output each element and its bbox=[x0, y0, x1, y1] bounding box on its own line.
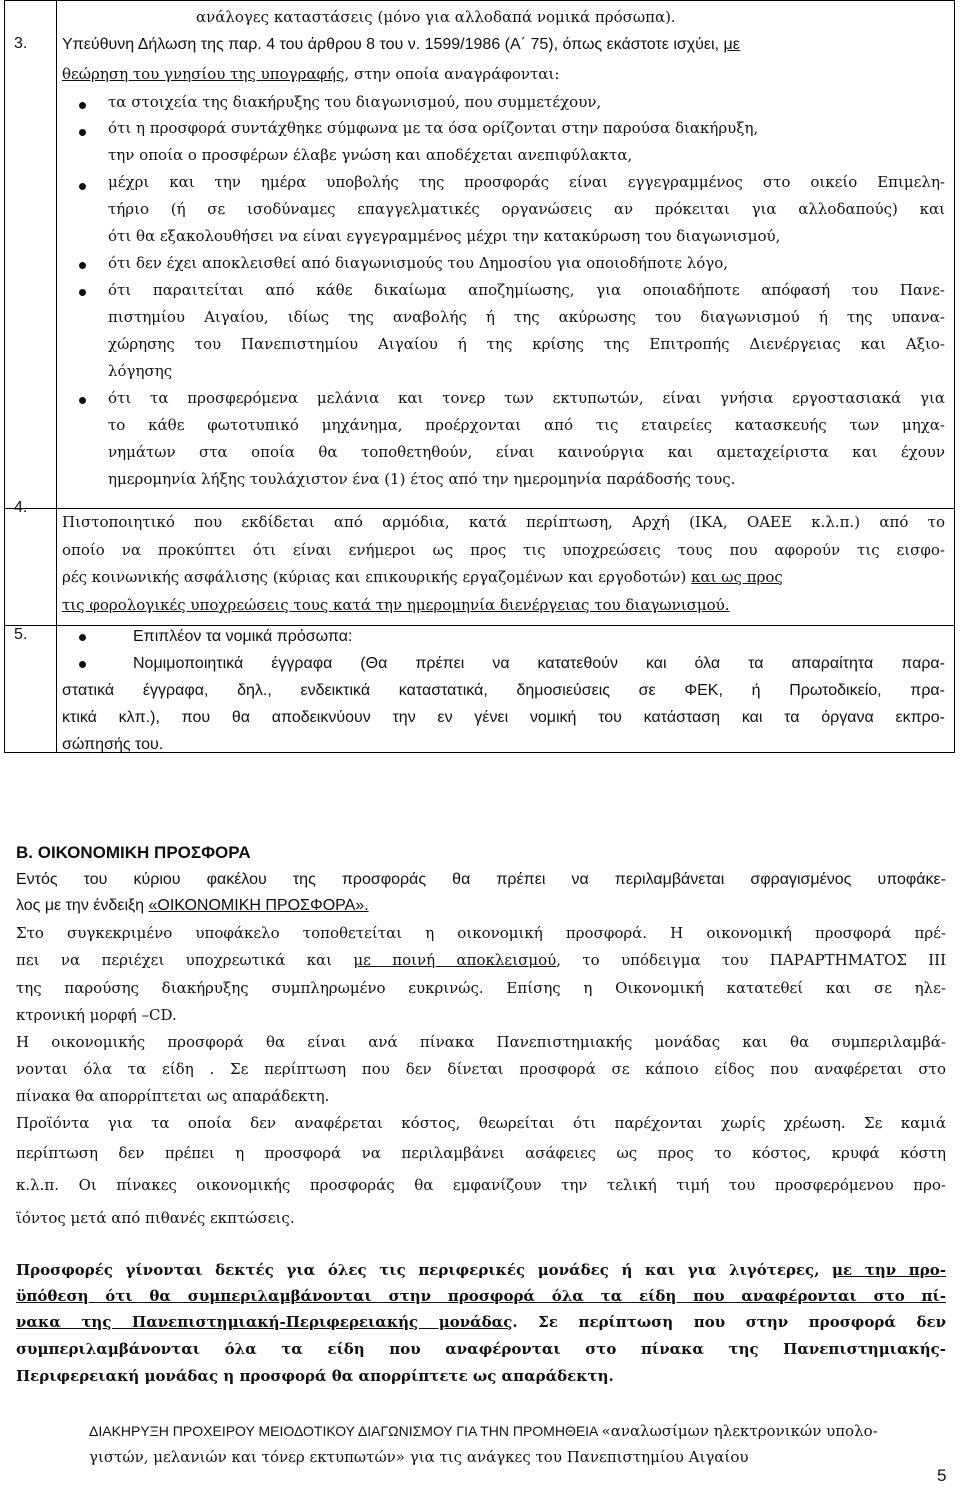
item-5-line: σώπησής του. bbox=[62, 736, 164, 753]
item-3-intro-line2: θεώρηση του γνησίου της υπογραφής, στην οποία αναγράφονται: bbox=[62, 65, 560, 83]
bullet-icon bbox=[79, 262, 86, 269]
item-5-line: στατικά έγγραφα, δηλ., ενδεικτικά καταστατικά, δημοσιεύσεις σε ΦΕΚ, ή Πρωτοδικείο, πρα- bbox=[62, 682, 945, 699]
bullet-line: ότι δεν έχει αποκλεισθεί από διαγωνισμούς του Δημοσίου για οποιοδήποτε λόγο, bbox=[108, 254, 728, 272]
bold-paragraph-line: ϋπόθεση ότι θα συμπεριλαμβάνονται στην προσφορά όλα τα είδη που αναφέρονται στο πί- bbox=[16, 1287, 946, 1305]
bullet-icon bbox=[79, 397, 86, 404]
bold-paragraph-line: Περιφερειακή μονάδας η προσφορά θα απορρίπτετε ως απαράδεκτη. bbox=[16, 1367, 614, 1385]
paragraph-line: πίνακα θα απορρίπτεται ως απαράδεκτη. bbox=[16, 1087, 330, 1105]
bullet-icon bbox=[79, 129, 86, 136]
item-4-line: τις φορολογικές υποχρεώσεις τους κατά την ημερομηνία διενέργειας του διαγωνισμού. bbox=[62, 596, 730, 614]
bullet-line: ότι η προσφορά συντάχθηκε σύμφωνα με τα όσα ορίζονται στην παρούσα διακήρυξη, bbox=[108, 119, 759, 137]
bullet-line: ότι παραιτείται από κάθε δικαίωμα αποζημίωσης, για οποιαδήποτε απόφασή του Πανε- bbox=[108, 281, 945, 299]
item-3-number: 3. bbox=[14, 35, 28, 52]
paragraph-line: Στο συγκεκριμένο υποφάκελο τοποθετείται η οικονομική προσφορά. Η οικονομική προσφορά πρέ- bbox=[16, 924, 946, 942]
bullet-icon bbox=[79, 183, 86, 190]
paragraph-line: κτρονική μορφή –CD. bbox=[16, 1006, 177, 1024]
paragraph-line: περίπτωση δεν πρέπει η προσφορά να περιλαμβάνει ασάφειες ως προς το κόστος, κρυφά κόστη bbox=[16, 1144, 946, 1162]
paragraph-line: Η οικονομικής προσφορά θα είναι ανά πίνακα Πανεπιστημιακής μονάδας και θα συμπεριλαμβά- bbox=[16, 1033, 946, 1051]
bullet-line: ημερομηνία λήξης τουλάχιστον ένα (1) έτος από την ημερομηνία παράδοσής τους. bbox=[108, 470, 736, 488]
bullet-line: μέχρι και την ημέρα υποβολής της προσφοράς είναι εγγεγραμμένος στο οικείο Επιμελη- bbox=[108, 173, 945, 191]
bullet-line: χώρησης του Πανεπιστημίου Αιγαίου ή της κρίσης της Επιτροπής Διενέργειας και Αξιο- bbox=[108, 335, 945, 353]
section-b-title: Β. ΟΙΚΟΝΟΜΙΚΗ ΠΡΟΣΦΟΡΑ bbox=[16, 843, 251, 862]
paragraph-line: πει να περιέχει υποχρεωτικά και με ποινή αποκλεισμού, το υπόδειγμα του ΠΑΡΑΡΤΗΜΑΤΟΣ ΙΙΙ bbox=[16, 951, 946, 969]
bullet-line: νημάτων στα οποία θα τοποθετηθούν, είναι καινούργια και αμεταχείριστα και έχουν bbox=[108, 443, 945, 461]
bullet-line: ότι θα εξακολουθήσει να είναι εγγεγραμμένος μέχρι την κατακύρωση του διαγωνισμού, bbox=[108, 227, 781, 245]
page-number: 5 bbox=[937, 1466, 947, 1485]
bold-paragraph-line: Προσφορές γίνονται δεκτές για όλες τις περιφερικές μονάδες ή και για λιγότερες, με την προ- bbox=[16, 1261, 946, 1279]
footer-line: γιστών, μελανιών και τόνερ εκτυπωτών» για τις ανάγκες του Πανεπιστημίου Αιγαίου bbox=[89, 1448, 749, 1466]
bullet-icon bbox=[79, 634, 86, 641]
item-5-heading: Επιπλέον τα νομικά πρόσωπα: bbox=[133, 628, 353, 645]
paragraph-line: λος με την ένδειξη «ΟΙΚΟΝΟΜΙΚΗ ΠΡΟΣΦΟΡΑ». bbox=[16, 897, 369, 914]
item-4-line: οποίο να προκύπτει ότι είναι ενήμεροι ως προς τις υποχρεώσεις τους που αφορούν τις εισφο- bbox=[62, 541, 945, 559]
paragraph-line: ϊόντος μετά από πιθανές εκπτώσεις. bbox=[16, 1209, 295, 1227]
item-4-number: 4. bbox=[14, 499, 28, 516]
bullet-line: πιστημίου Αιγαίου, ιδίως της αναβολής ή της ακύρωσης του διαγωνισμού ή της υπανα- bbox=[108, 308, 945, 326]
paragraph-line: νονται όλα τα είδη . Σε περίπτωση που δεν δίνεται προσφορά σε κάποιο είδος που αναφέρεται στο bbox=[16, 1060, 946, 1078]
previous-item-continuation: ανάλογες καταστάσεις (μόνο για αλλοδαπά νομικά πρόσωπα). bbox=[196, 8, 676, 26]
bullet-line: λόγησης bbox=[108, 362, 173, 380]
bullet-line: το κάθε φωτοτυπικό μηχάνημα, προέρχονται από τις εταιρείες κατασκευής των μηχα- bbox=[108, 416, 945, 434]
bullet-line: την οποία ο προσφέρων έλαβε γνώση και αποδέχεται ανεπιφύλακτα, bbox=[108, 146, 633, 164]
bold-paragraph-line: συμπεριλαμβάνονται όλα τα είδη που αναφέρονται στο πίνακα της Πανεπιστημιακής- bbox=[16, 1340, 946, 1358]
bold-paragraph-line: νακα της Πανεπιστημιακή-Περιφερειακής μονάδας. Σε περίπτωση που στην προσφορά δεν bbox=[16, 1313, 946, 1331]
item-5-number: 5. bbox=[14, 626, 28, 643]
bullet-icon bbox=[79, 661, 86, 668]
bullet-line: τήριο (ή σε ισοδύναμες επαγγελματικές οργανώσεις αν πρόκειται για αλλοδαπούς) και bbox=[108, 200, 945, 218]
paragraph-line: κ.λ.π. Οι πίνακες οικονομικής προσφοράς θα εμφανίζουν την τελική τιμή του προσφερόμενου προ- bbox=[16, 1176, 946, 1194]
item-3-intro-line1: Υπεύθυνη Δήλωση της παρ. 4 του άρθρου 8 του ν. 1599/1986 (Α΄ 75), όπως εκάστοτε ισχύει, με bbox=[62, 36, 740, 53]
footer-line: ΔΙΑΚΗΡΥΞΗ ΠΡΟΧΕΙΡΟΥ ΜΕΙΟΔΟΤΙΚΟΥ ΔΙΑΓΩΝΙΣΜΟΥ ΓΙΑ ΤΗΝ ΠΡΟΜΗΘΕΙΑ «αναλωσίμων ηλεκτρονικών υπολο- bbox=[89, 1422, 878, 1440]
bullet-line: ότι τα προσφερόμενα μελάνια και τονερ των εκτυπωτών, είναι γνήσια εργοστασιακά για bbox=[108, 389, 945, 407]
bullet-line: τα στοιχεία της διακήρυξης του διαγωνισμού, που συμμετέχουν, bbox=[108, 93, 602, 111]
paragraph-line: της παρούσης διακήρυξης συμπληρωμένο ευκρινώς. Επίσης η Οικονομική κατατεθεί και σε ηλε- bbox=[16, 979, 946, 997]
bullet-icon bbox=[79, 102, 86, 109]
item-5-line: Νομιμοποιητικά έγγραφα (Θα πρέπει να κατατεθούν και όλα τα απαραίτητα παρα- bbox=[133, 655, 945, 672]
paragraph-line: Εντός του κύριου φακέλου της προσφοράς θα πρέπει να περιλαμβάνεται σφραγισμένος υποφάκε- bbox=[16, 871, 946, 888]
bullet-icon bbox=[79, 289, 86, 296]
item-4-line: Πιστοποιητικό που εκδίδεται από αρμόδια, κατά περίπτωση, Αρχή (ΙΚΑ, ΟΑΕΕ κ.λ.π.) από το bbox=[62, 513, 945, 531]
item-4-line: ρές κοινωνικής ασφάλισης (κύριας και επικουρικής εργαζομένων και εργοδοτών) και ως προς bbox=[62, 568, 783, 586]
paragraph-line: Προϊόντα για τα οποία δεν αναφέρεται κόστος, θεωρείται ότι παρέχονται χωρίς χρέωση. Σε καμιά bbox=[16, 1114, 946, 1132]
item-5-line: κτικά κλπ.), που θα αποδεικνύουν την εν γένει νομική του κατάσταση και τα όργανα εκπρο- bbox=[62, 709, 945, 726]
